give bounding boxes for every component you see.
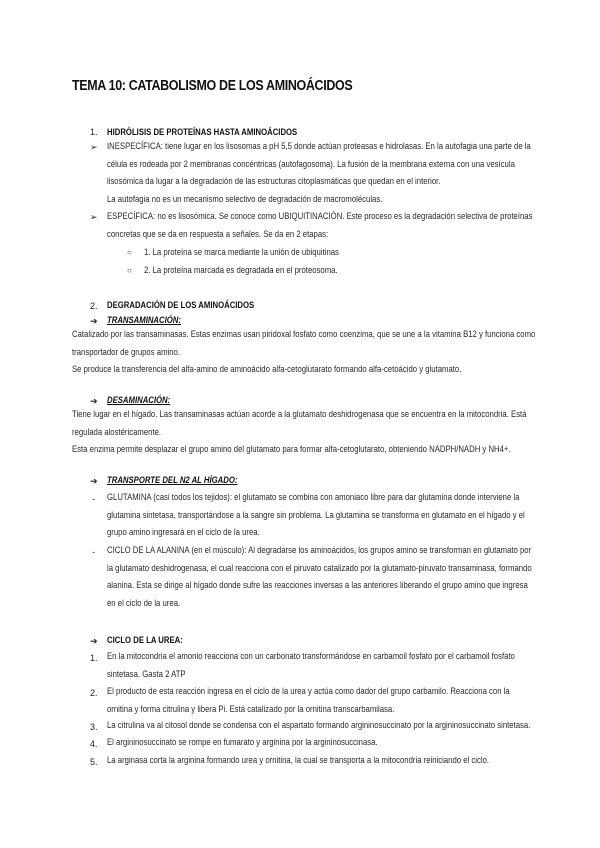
bullet-especifica <box>107 208 600 243</box>
list-number: 4. <box>90 739 98 749</box>
text-line: grupo amino ingresará en el ciclo de la urea. <box>107 527 260 537</box>
text-line: CICLO DE LA ALANINA (en el músculo): Al degradarse los aminoácidos, los grupos amino se transforman en glutamato por <box>107 545 532 555</box>
transaminacion-text <box>72 326 600 379</box>
text-line: alanina. Esta se dirige al hígado donde sufre las reacciones inversas a las anteriores liberando el grupo amino que ingresa <box>107 580 528 590</box>
text-line: En la mitocondria el amonio reacciona con un carbonato transformándose en carbamoil fosfato por el carbamoil fosfato <box>107 651 515 661</box>
urea-step-2 <box>107 683 575 718</box>
dash-bullet-icon: - <box>92 494 95 504</box>
list-number: 3. <box>90 722 98 732</box>
arrow-bullet-icon: ➔ <box>90 316 98 326</box>
arrow-bullet-icon: ➔ <box>90 396 98 406</box>
text-line: la glutamato deshidrogenasa, el cual reacciona con el piruvato catalizado por la glutamato-piruvato transaminasa, formando <box>107 562 532 573</box>
text-line: La citrulina va al citosol donde se condensa con el aspartato formando argininosuccinato por la argininosuccinato sintetasa. <box>107 720 531 730</box>
text-line: La autofagia no es un mecanismo selectivo de degradación de macromoléculas. <box>107 193 383 204</box>
text-line: en el ciclo de la urea. <box>107 597 181 608</box>
transaminacion-heading: TRANSAMINACIÓN: <box>107 315 181 325</box>
desaminacion-text <box>72 406 600 459</box>
text-line: célula es rodeada por 2 membranas concéntricas (autofagosoma). La fusión de la membrana externa con una vesícula <box>107 158 515 169</box>
arrow-bullet-icon: ➔ <box>90 476 98 486</box>
section-1-heading: HIDRÓLISIS DE PROTEÍNAS HASTA AMINOÁCIDOS <box>107 127 298 137</box>
ciclo-urea-heading: CICLO DE LA UREA: <box>107 635 183 645</box>
transporte-heading: TRANSPORTE DEL N2 AL HÍGADO: <box>107 475 238 485</box>
text-line: transportador de grupos amino. <box>72 346 180 357</box>
text-line: La arginasa corta la arginina formando urea y ornitina, la cual se transporta a la mitocondria reiniciando el ciclo. <box>107 755 490 765</box>
section-2-number: 2. <box>90 301 98 311</box>
subitem-2: 2. La proteína marcada es degradada en el proteosoma. <box>144 265 338 275</box>
circle-bullet-icon: ○ <box>127 248 132 257</box>
text-line: sintetasa. Gasta 2 ATP <box>107 668 186 679</box>
bullet-inespecifica <box>107 138 600 208</box>
text-line: lisosómica da lugar a la degradación de las estructuras citoplasmáticas que quedan en el interior. <box>107 176 441 186</box>
transporte-glutamina <box>107 489 593 542</box>
text-line: Catalizado por las transaminasas. Estas enzimas usan piridoxal fosfato como coenzima, que se une a la vitamina B12 y funciona como <box>72 329 536 339</box>
dash-bullet-icon: - <box>92 547 95 557</box>
circle-bullet-icon: ○ <box>127 266 132 275</box>
text-line: concretas que se da en respuesta a señales. Se da en 2 etapas: <box>107 228 329 239</box>
list-number: 1. <box>90 653 98 663</box>
section-2-heading: DEGRADACIÓN DE LOS AMINOÁCIDOS <box>107 300 255 310</box>
text-line: Tiene lugar en el hígado. Las transaminasas actúan acorde a la glutamato deshidrogenasa que se encuentra en la mitocondria. Está <box>72 409 527 419</box>
list-number: 5. <box>90 757 98 767</box>
text-line: ornitina y forma citrulina y libera Pi. Está catalizado por la ornitina transcarbamilasa. <box>107 703 395 714</box>
text-line: Esta enzima permite desplazar el grupo amino del glutamato para formar alfa-cetoglutarato, obteniendo NADPH/NADH y NH4+. <box>72 444 511 454</box>
text-line: regulada alostéricamente. <box>72 426 162 437</box>
text-line: GLUTAMINA (casi todos los tejidos): el glutamato se combina con amoniaco libre para dar glutamina donde interviene la <box>107 492 520 502</box>
urea-step-3 <box>107 717 599 735</box>
text-line: Se produce la transferencia del alfa-amino de aminoácido alfa-cetoglutarato formando alfa-cetoácido y glutamato. <box>72 364 462 374</box>
arrow-bullet-icon: ➔ <box>90 636 98 646</box>
subitem-1: 1. La proteína se marca mediante la unión de ubiquitinas <box>144 247 339 257</box>
urea-step-5 <box>107 752 551 770</box>
text-line: glutamina sintetasa, transportándose a la sangre sin problema. La glutamina se transforma en glutamato en el hígado y el <box>107 509 525 520</box>
section-1-number: 1. <box>90 127 98 137</box>
urea-step-4 <box>107 734 422 752</box>
desaminacion-heading: DESAMINACIÓN: <box>107 395 171 405</box>
arrowhead-bullet-icon: ➢ <box>90 212 98 222</box>
list-number: 2. <box>90 688 98 698</box>
urea-step-1 <box>107 648 581 683</box>
text-line: INESPECÍFICA: tiene lugar en los lisosomas a pH 5,5 donde actúan proteasas e hidrolasas. En la autofagia una parte de la <box>107 141 531 151</box>
text-line: ESPECÍFICA: no es lisosómica. Se conoce como UBIQUITINACIÓN. Este proceso es la degradación selectiva de proteínas <box>107 211 533 221</box>
text-line: El argininosuccinato se rompe en fumarato y arginina por la argininosuccinasa. <box>107 737 378 747</box>
page-title: TEMA 10: CATABOLISMO DE LOS AMINOÁCIDOS <box>72 78 353 94</box>
transporte-alanina <box>107 542 600 612</box>
text-line: El producto de esta reacción ingresa en el ciclo de la urea y actúa como dador del grupo carbamilo. Reacciona con la <box>107 686 510 696</box>
arrowhead-bullet-icon: ➢ <box>90 142 98 152</box>
